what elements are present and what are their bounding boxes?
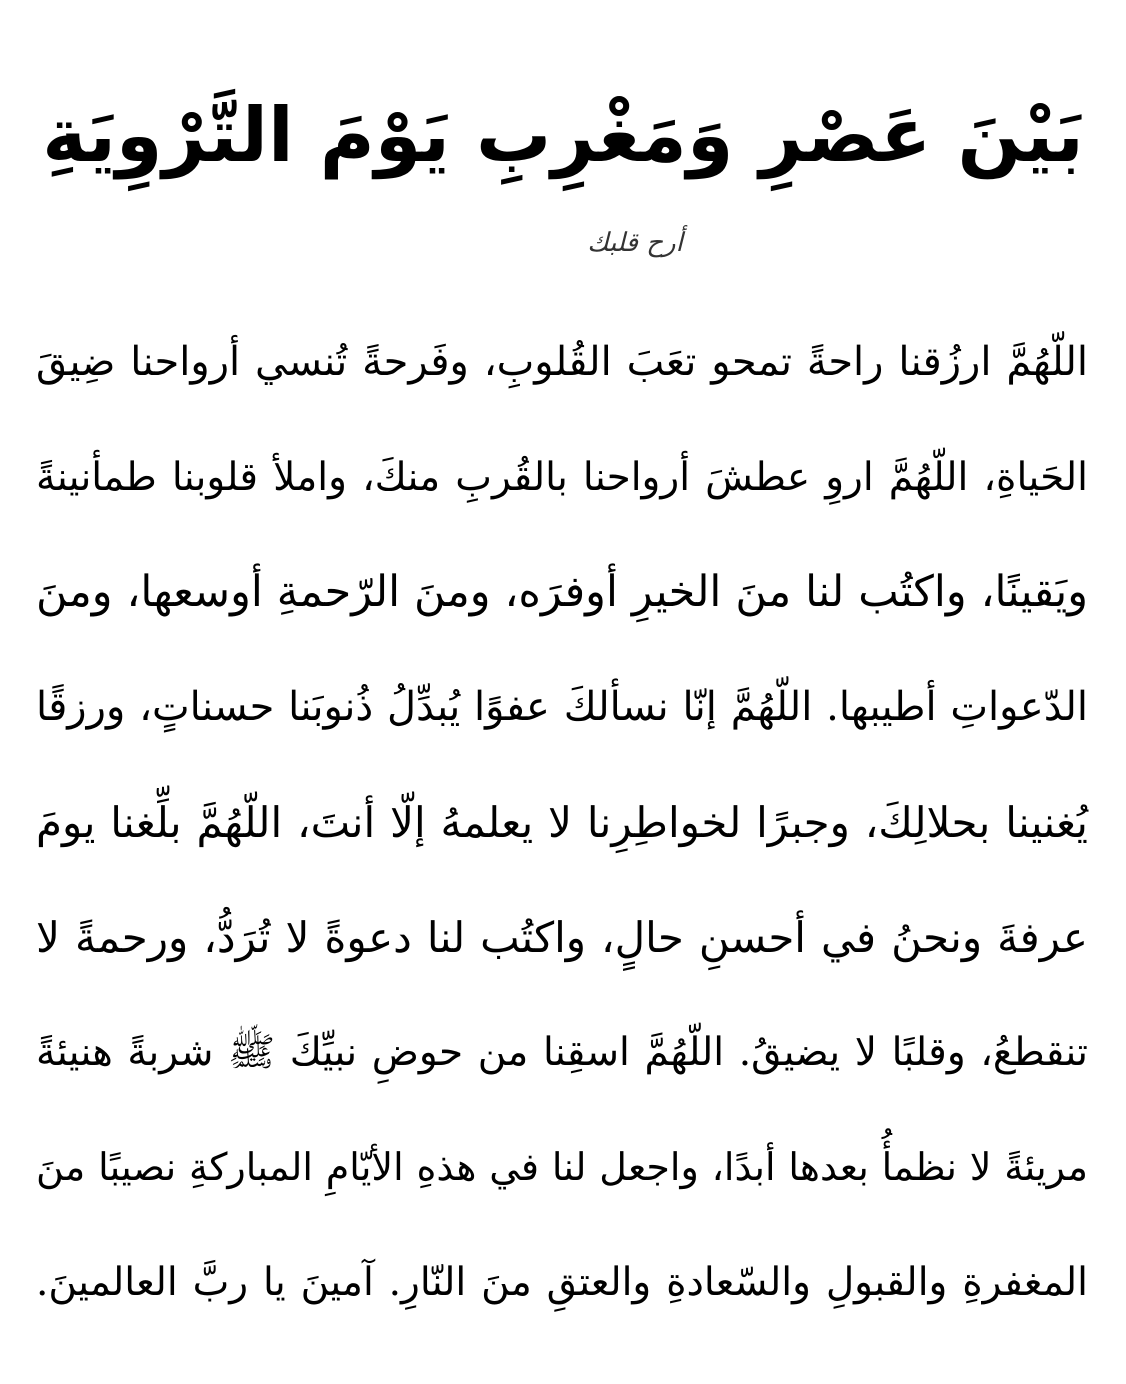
text-line: المغفرةِ والقبولِ والسّعادةِ والعتقِ منَ النّارِ. آمينَ يا ربَّ العالمينَ. bbox=[36, 1260, 1088, 1305]
text-line: اللّهُمَّ ارزُقنا راحةً تمحو تعَبَ القُلوبِ، وفَرحةً تُنسي أرواحنا ضِيقَ bbox=[36, 339, 1088, 385]
text-line: يُغنينا بحلالِكَ، وجبرًا لخواطِرِنا لا يعلمهُ إلّا أنتَ، اللّهُمَّ بلِّغنا يومَ bbox=[36, 798, 1088, 847]
text-line: الحَياةِ، اللّهُمَّ اروِ عطشَ أرواحنا بالقُربِ منكَ، واملأ قلوبنا طمأنينةً bbox=[36, 455, 1088, 500]
page-title: بَيْنَ عَصْرِ وَمَغْرِبِ يَوْمَ التَّرْوِيَةِ bbox=[42, 91, 1084, 179]
text-line: عرفةَ ونحنُ في أحسنِ حالٍ، واكتُب لنا دعوةً لا تُرَدُّ، ورحمةً لا bbox=[36, 913, 1088, 962]
body-text bbox=[36, 305, 1088, 1340]
text-line: مريئةً لا نظمأُ بعدها أبدًا، واجعل لنا في هذهِ الأيّامِ المباركةِ نصيبًا منَ bbox=[36, 1145, 1088, 1189]
signature: أرح قلبك bbox=[587, 228, 683, 258]
text-line: ويَقينًا، واكتُب لنا منَ الخيرِ أوفرَه، ومنَ الرّحمةِ أوسعها، ومنَ bbox=[36, 567, 1088, 617]
text-line: الدّعواتِ أطيبها. اللّهُمَّ إنّا نسألكَ عفوًا يُبدِّلُ ذُنوبَنا حسناتٍ، ورزقًا bbox=[36, 684, 1089, 730]
text-line: تنقطعُ، وقلبًا لا يضيقُ. اللّهُمَّ اسقِنا من حوضِ نبيِّكَ ﷺ شربةً هنيئةً bbox=[36, 1030, 1088, 1075]
